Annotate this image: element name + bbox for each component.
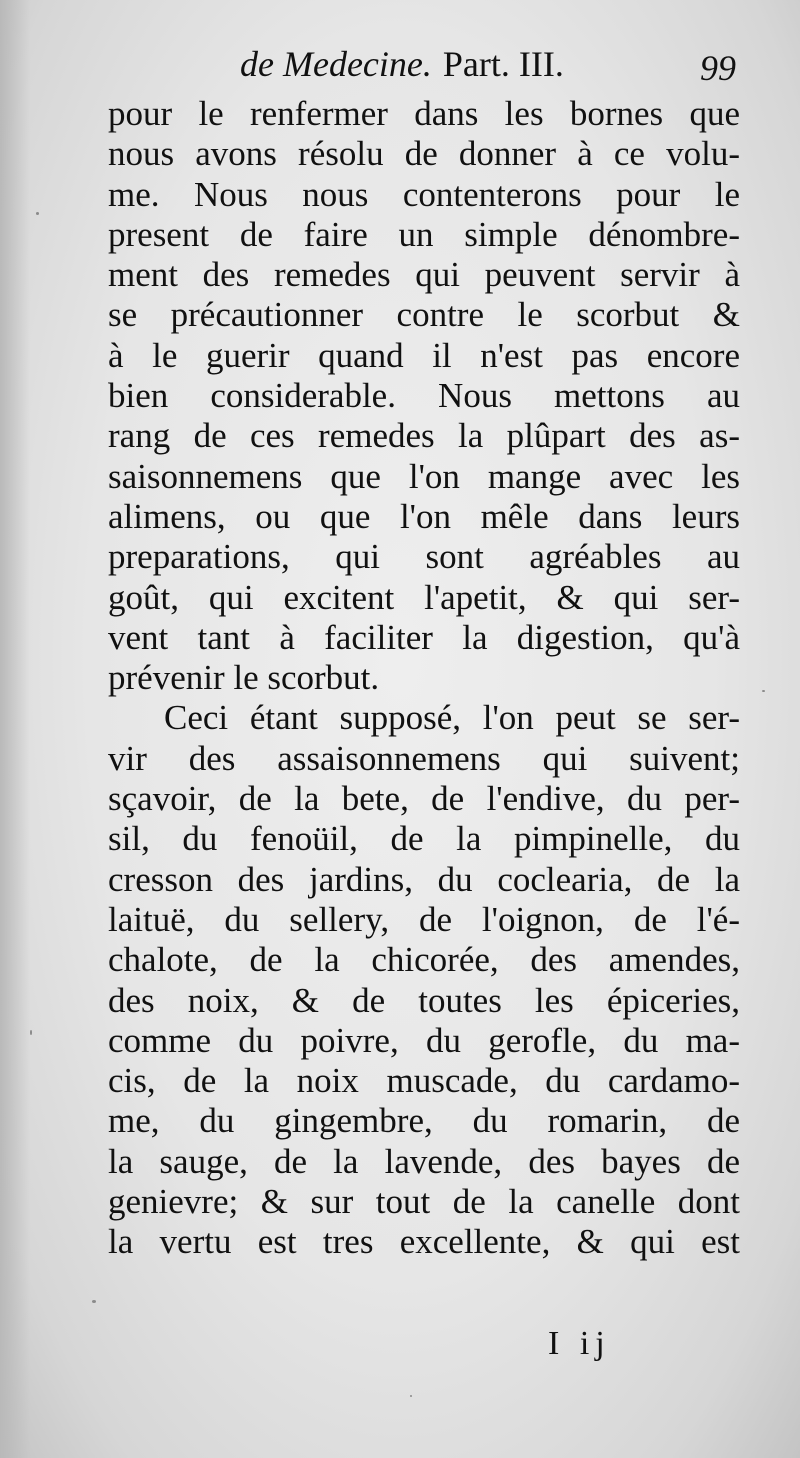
- running-header-title: de Medecine.: [240, 44, 432, 84]
- text-line: me. Nous nous contenterons pour le: [108, 174, 740, 214]
- text-line: preparations, qui sont agréables au: [108, 537, 740, 577]
- text-line: laituë, du sellery, de l'oignon, de l'é-: [108, 899, 740, 939]
- paragraph-last-line: prévenir le scorbut.: [108, 658, 380, 698]
- text-line: present de faire un simple dénombre-: [108, 214, 740, 254]
- page-edge-shadow: [0, 0, 30, 1458]
- body-text: [108, 94, 740, 1263]
- text-line: la sauge, de la lavende, des bayes de: [108, 1141, 740, 1181]
- text-line: goût, qui excitent l'apetit, & qui ser-: [108, 577, 740, 617]
- text-line: me, du gingembre, du romarin, de: [108, 1101, 740, 1141]
- text-line: comme du poivre, du gerofle, du ma-: [108, 1020, 740, 1060]
- signature-mark: I ij: [548, 1325, 611, 1362]
- text-line: cis, de la noix muscade, du cardamo-: [108, 1061, 740, 1101]
- paragraph-first-line: Ceci étant supposé, l'on peut se ser-: [164, 698, 740, 738]
- text-line: vir des assaisonnemens qui suivent;: [108, 738, 740, 778]
- text-line: alimens, ou que l'on mêle dans leurs: [108, 496, 740, 536]
- text-line: se précautionner contre le scorbut &: [108, 295, 740, 335]
- text-line: rang de ces remedes la plûpart des as-: [108, 416, 740, 456]
- text-line: pour le renfermer dans les bornes que: [108, 94, 740, 133]
- text-line: sil, du fenoüil, de la pimpinelle, du: [108, 819, 740, 859]
- text-line: la vertu est tres excellente, & qui est: [108, 1222, 740, 1262]
- text-line: nous avons résolu de donner à ce volu-: [108, 134, 740, 174]
- page-number: 99: [700, 48, 736, 88]
- text-line: genievre; & sur tout de la canelle dont: [108, 1182, 740, 1222]
- text-line: chalote, de la chicorée, des amendes,: [108, 940, 740, 980]
- text-line: des noix, & de toutes les épiceries,: [108, 980, 740, 1020]
- text-line: saisonnemens que l'on mange avec les: [108, 456, 740, 496]
- text-line: bien considerable. Nous mettons au: [108, 376, 740, 416]
- text-line: à le guerir quand il n'est pas encore: [108, 335, 740, 375]
- running-header: [240, 44, 564, 84]
- text-line: sçavoir, de la bete, de l'endive, du per-: [108, 779, 740, 819]
- text-line: cresson des jardins, du coclearia, de la: [108, 859, 740, 899]
- text-line: vent tant à faciliter la digestion, qu'à: [108, 617, 740, 657]
- text-line: ment des remedes qui peuvent servir à: [108, 255, 740, 295]
- running-header-part: Part. III.: [442, 44, 564, 84]
